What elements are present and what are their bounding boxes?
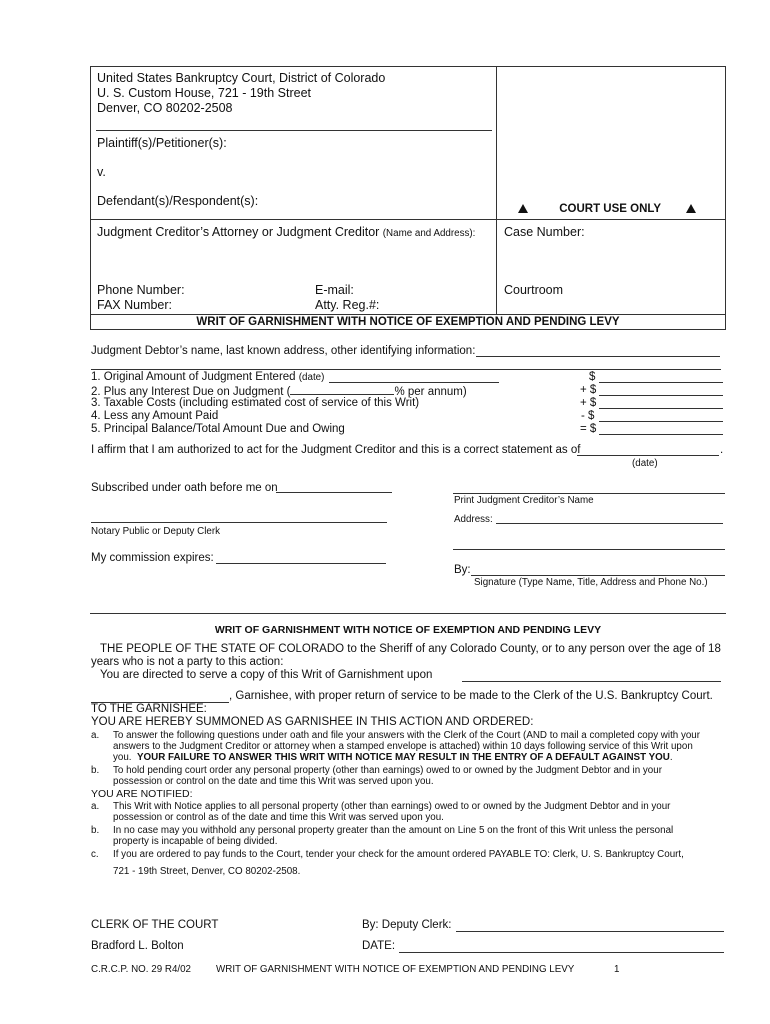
- amount-item-5: 5. Principal Balance/Total Amount Due and Owing: [91, 423, 345, 435]
- caption-row-divider: [90, 219, 726, 220]
- affirm-statement: I affirm that I am authorized to act for the Judgment Creditor and this is a correct statement as of: [91, 444, 581, 456]
- footer-title: WRIT OF GARNISHMENT WITH NOTICE OF EXEMPTION AND PENDING LEVY: [216, 964, 575, 975]
- signature-field[interactable]: [471, 575, 725, 576]
- address-field-2[interactable]: [453, 549, 725, 550]
- people-line-1: THE PEOPLE OF THE STATE OF COLORADO to the Sheriff of any Colorado County, or to any person over the age of 18: [100, 643, 721, 655]
- summoned-label: YOU ARE HEREBY SUMMONED AS GARNISHEE IN THIS ACTION AND ORDERED:: [91, 716, 534, 728]
- subscribed-date-field[interactable]: [276, 492, 392, 493]
- caption-title-divider: [90, 314, 726, 315]
- clerk-date-label: DATE:: [362, 940, 396, 952]
- amount-item-3: 3. Taxable Costs (including estimated cost of service of this Writ): [91, 397, 420, 409]
- to-garnishee-label: TO THE GARNISHEE:: [91, 703, 207, 715]
- amount-sign-2: + $: [580, 384, 597, 396]
- court-city-line: Denver, CO 80202-2508: [97, 101, 233, 115]
- judgment-date-field[interactable]: [329, 382, 499, 383]
- court-name: United States Bankruptcy Court, District of Colorado: [97, 71, 386, 85]
- court-address-line: U. S. Custom House, 721 - 19th Street: [97, 86, 311, 100]
- debtor-info-label: Judgment Debtor’s name, last known address, other identifying information:: [91, 345, 476, 357]
- debtor-info-field-2[interactable]: [91, 369, 721, 370]
- notice-b-line-1: In no case may you withhold any personal property greater than the amount on Line 5 on the front of this Writ unless the personal: [113, 825, 674, 836]
- plaintiff-label: Plaintiff(s)/Petitioner(s):: [97, 136, 227, 150]
- notice-c-line-1: If you are ordered to pay funds to the Court, tender your check for the amount ordered PAYABLE TO: Clerk, U. S. Bankruptcy Court,: [113, 849, 684, 860]
- order-b-line-1: To hold pending court order any personal property (other than earnings) owed to or owned by the Judgment Debtor and in your: [113, 765, 662, 776]
- debtor-info-field[interactable]: [476, 356, 720, 357]
- amount-sign-4: - $: [581, 410, 595, 422]
- notice-a-letter: a.: [91, 801, 100, 812]
- court-use-only-label: COURT USE ONLY: [518, 203, 696, 215]
- amount-field-4[interactable]: [599, 421, 723, 422]
- form-title: WRIT OF GARNISHMENT WITH NOTICE OF EXEMPTION AND PENDING LEVY: [196, 316, 620, 328]
- order-a-letter: a.: [91, 730, 100, 741]
- atty-reg-label: Atty. Reg.#:: [315, 298, 380, 312]
- phone-label: Phone Number:: [97, 283, 185, 297]
- court-address-underline: [96, 130, 492, 131]
- courtroom-label: Courtroom: [504, 283, 564, 297]
- garnishee-line: , Garnishee, with proper return of service to be made to the Clerk of the U.S. Bankruptcy Court.: [229, 690, 713, 702]
- people-line-2: years who is not a party to this action:: [91, 656, 284, 668]
- directed-line: You are directed to serve a copy of this Writ of Garnishment upon: [100, 669, 433, 681]
- fax-label: FAX Number:: [97, 298, 173, 312]
- signature-label: Signature (Type Name, Title, Address and Phone No.): [474, 577, 708, 588]
- interest-rate-field[interactable]: [290, 384, 394, 395]
- amount-item-4: 4. Less any Amount Paid: [91, 410, 219, 422]
- case-number-label: Case Number:: [504, 225, 585, 239]
- notified-label: YOU ARE NOTIFIED:: [91, 788, 193, 800]
- page-number: 1: [614, 964, 620, 975]
- notice-c-line-2: 721 - 19th Street, Denver, CO 80202-2508.: [113, 866, 301, 877]
- amount-sign-1: $: [589, 371, 596, 383]
- attorney-label: Judgment Creditor’s Attorney or Judgment Creditor (Name and Address):: [97, 225, 476, 239]
- affirm-date-field[interactable]: [577, 455, 719, 456]
- clerk-name: Bradford L. Bolton: [91, 940, 184, 952]
- order-a-line-2: answers to the Judgment Creditor or attorney when a stamped envelope is attached) within 10 days following service of this Writ upon: [113, 741, 693, 752]
- section-divider: [90, 613, 726, 614]
- amount-sign-5: = $: [580, 423, 597, 435]
- subscribed-label: Subscribed under oath before me on: [91, 482, 278, 494]
- amount-item-2: 2. Plus any Interest Due on Judgment ( % per annum): [91, 386, 467, 398]
- clerk-title: CLERK OF THE COURT: [91, 919, 219, 931]
- commission-label: My commission expires:: [91, 552, 214, 564]
- creditor-name-field[interactable]: [453, 493, 725, 494]
- email-label: E-mail:: [315, 283, 354, 297]
- versus-label: v.: [97, 165, 106, 179]
- notice-a-line-1: This Writ with Notice applies to all personal property (other than earnings) owed to or owned by the Judgment Debtor and in your: [113, 801, 671, 812]
- caption-divider: [496, 66, 497, 314]
- notary-label: Notary Public or Deputy Clerk: [91, 526, 221, 537]
- up-triangle-icon: [686, 204, 696, 213]
- writ-title: WRIT OF GARNISHMENT WITH NOTICE OF EXEMPTION AND PENDING LEVY: [214, 624, 602, 636]
- amount-field-3[interactable]: [599, 408, 723, 409]
- amount-field-5[interactable]: [599, 434, 723, 435]
- notice-a-line-2: possession or control as of the date and time this Writ was served upon you.: [113, 812, 444, 823]
- notary-signature-field[interactable]: [91, 522, 387, 523]
- print-name-label: Print Judgment Creditor’s Name: [454, 495, 594, 506]
- order-b-line-2: possession or control on the date and time this Writ was served upon you.: [113, 776, 434, 787]
- order-a-line-1: To answer the following questions under oath and file your answers with the Clerk of the Court (AND to mail a completed copy with your: [113, 730, 701, 741]
- commission-date-field[interactable]: [216, 563, 386, 564]
- amount-sign-3: + $: [580, 397, 597, 409]
- notice-b-line-2: property is incapable of being divided.: [113, 836, 278, 847]
- affirm-date-label: (date): [632, 458, 658, 469]
- deputy-clerk-field[interactable]: [456, 931, 724, 932]
- order-b-letter: b.: [91, 765, 100, 776]
- amount-field-1[interactable]: [599, 382, 723, 383]
- affirm-period: .: [720, 444, 724, 456]
- order-a-line-3: you. YOUR FAILURE TO ANSWER THIS WRIT WITH NOTICE MAY RESULT IN THE ENTRY OF A DEFAULT AGAINST YOU.: [113, 752, 673, 763]
- by-label: By:: [454, 564, 471, 576]
- address-field[interactable]: [496, 523, 723, 524]
- clerk-date-field[interactable]: [399, 952, 724, 953]
- notice-b-letter: b.: [91, 825, 100, 836]
- up-triangle-icon: [518, 204, 528, 213]
- notice-c-letter: c.: [91, 849, 99, 860]
- amount-field-2[interactable]: [599, 395, 723, 396]
- address-label: Address:: [454, 514, 493, 525]
- footer-form-number: C.R.C.P. NO. 29 R4/02: [91, 964, 192, 975]
- amount-item-1: 1. Original Amount of Judgment Entered (date): [91, 371, 325, 383]
- deputy-clerk-label: By: Deputy Clerk:: [362, 919, 452, 931]
- defendant-label: Defendant(s)/Respondent(s):: [97, 194, 259, 208]
- garnishee-field[interactable]: [462, 681, 721, 682]
